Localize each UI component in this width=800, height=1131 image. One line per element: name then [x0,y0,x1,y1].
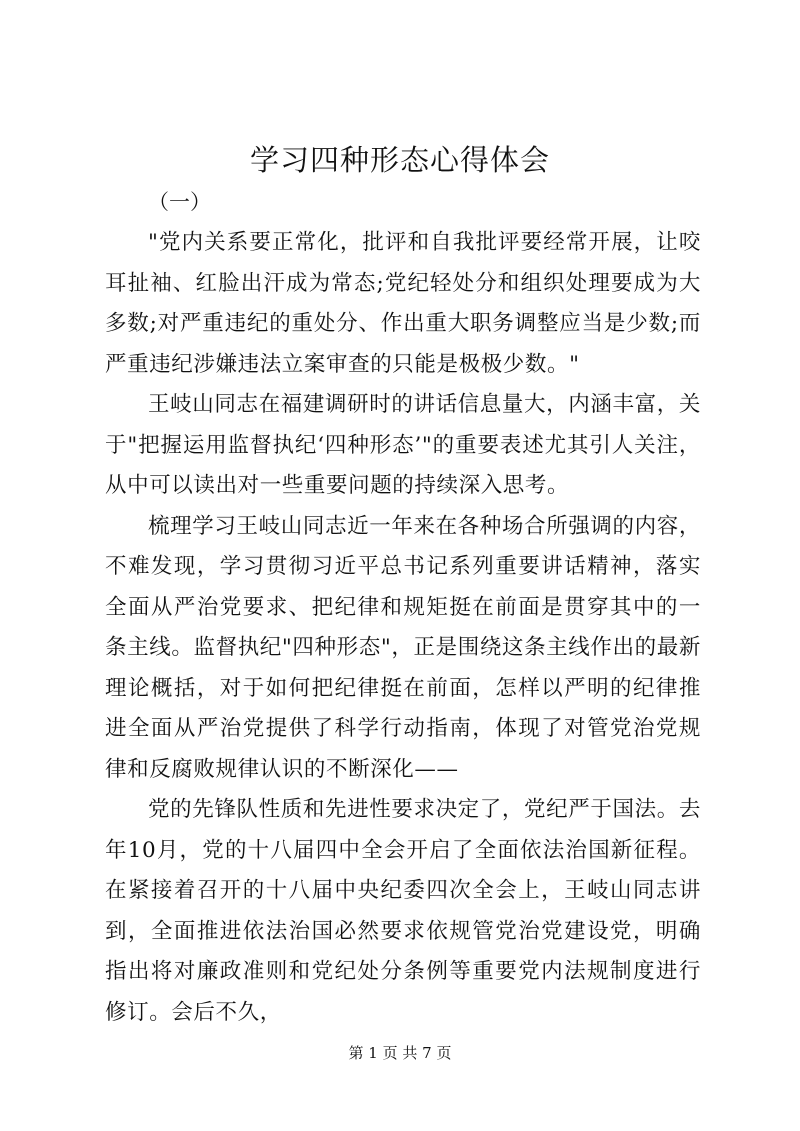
section-label: （一） [148,190,211,214]
paragraph-1: "党内关系要正常化，批评和自我批评要经常开展，让咬耳扯袖、红脸出汗成为常态;党纪轻处分和组织处理要成为大多数;对严重违纪的重处分、作出重大职务调整应当是少数;而严重违纪涉嫌违法立案审查的只能是极极少数。" [105,230,701,377]
paragraph-4: 党的先锋队性质和先进性要求决定了，党纪严于国法。去年10月，党的十八届四中全会开启了全面依法治国新征程。在紧接着召开的十八届中央纪委四次全会上，王岐山同志讲到，全面推进依法治国必然要求依规管党治党建设党，明确指出将对廉政准则和党纪处分条例等重要党内法规制度进行修订。会后不久， [105,797,701,1025]
paragraph-2: 王岐山同志在福建调研时的讲话信息量大，内涵丰富，关于"把握运用监督执纪‘四种形态’"的重要表述尤其引人关注，从中可以读出对一些重要问题的持续深入思考。 [105,392,701,498]
page-total: 共 7 页 [402,1044,452,1062]
document-title: 学习四种形态心得体会 [249,143,550,177]
document-body [105,223,701,1033]
page-footer [0,1043,800,1063]
page-number: 第 1 页 [348,1044,398,1062]
paragraph-3: 梳理学习王岐山同志近一年来在各种场合所强调的内容，不难发现，学习贯彻习近平总书记系列重要讲话精神，落实全面从严治党要求、把纪律和规矩挺在前面是贯穿其中的一条主线。监督执纪"四种形态"，正是围绕这条主线作出的最新理论概括，对于如何把纪律挺在前面，怎样以严明的纪律推进全面从严治党提供了科学行动指南，体现了对管党治党规律和反腐败规律认识的不断深化—— [105,513,701,782]
